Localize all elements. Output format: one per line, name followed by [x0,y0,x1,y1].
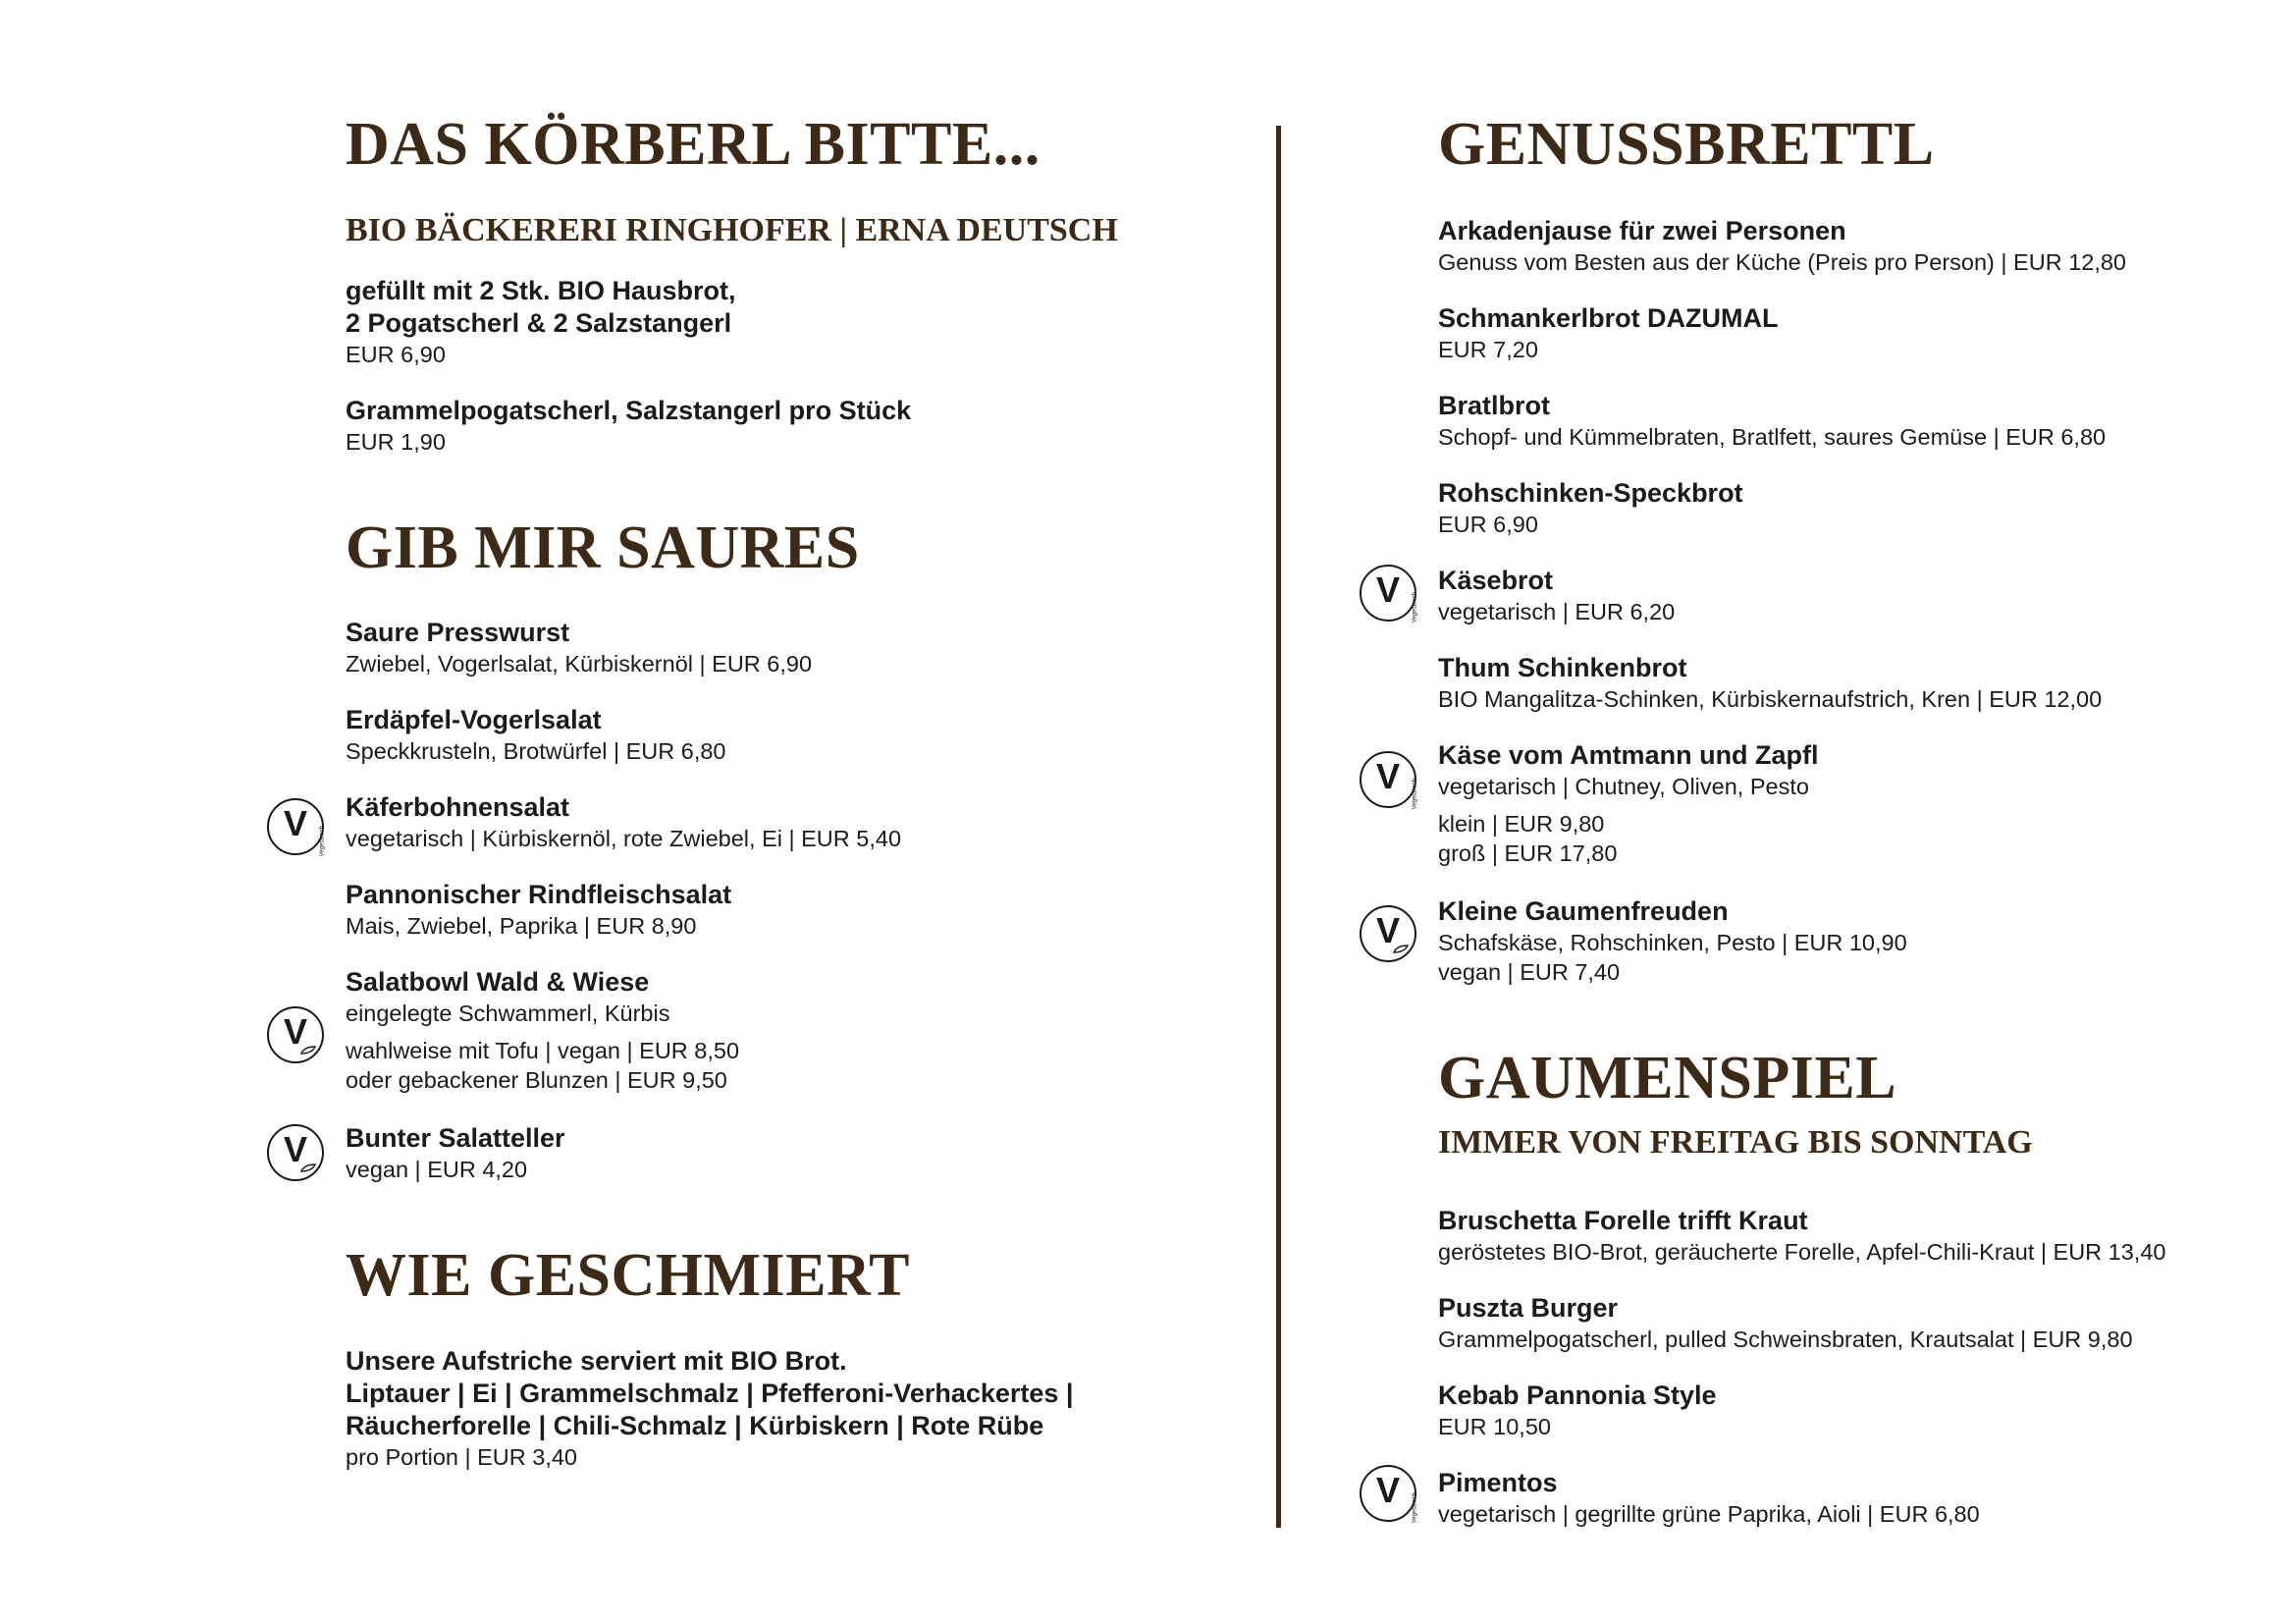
section-title: GENUSSBRETTL [1438,111,1935,178]
vegetarian-icon: V Vegetarisch [1360,1465,1416,1522]
item-description: eingelegte Schwammerl, Kürbis [346,1001,670,1026]
column-divider [1276,126,1281,1528]
item-name: gefüllt mit 2 Stk. BIO Hausbrot, [346,276,736,305]
item-name: Thum Schinkenbrot [1438,653,1687,682]
item-name: Kleine Gaumenfreuden [1438,896,1729,926]
menu-item [1438,477,1743,539]
leaf-icon [300,1046,316,1055]
menu-item [346,1345,1074,1472]
item-description: vegetarisch | Kürbiskernöl, rote Zwiebel, Ei | EUR 5,40 [346,826,902,851]
item-name: Käferbohnensalat [346,792,570,822]
section-title: GAUMENSPIEL [1438,1045,1897,1111]
item-description: vegetarisch | gegrillte grüne Paprika, Aioli | EUR 6,80 [1438,1501,1980,1527]
item-description: Genuss vom Besten aus der Küche (Preis pro Person) | EUR 12,80 [1438,249,2126,275]
item-description: Grammelpogatscherl, pulled Schweinsbraten, Krautsalat | EUR 9,80 [1438,1326,2133,1352]
menu-item [1438,652,2102,714]
menu-item [1438,215,2126,277]
item-name: Rohschinken-Speckbrot [1438,478,1743,508]
item-description: Mais, Zwiebel, Paprika | EUR 8,90 [346,913,697,939]
menu-item [346,704,726,766]
vegan-icon: V [267,1124,324,1181]
item-option: wahlweise mit Tofu | vegan | EUR 8,50 [346,1038,740,1063]
item-price: EUR 1,90 [346,429,446,455]
item-name: Unsere Aufstriche serviert mit BIO Brot. [346,1346,847,1376]
item-name: Pannonischer Rindfleischsalat [346,880,732,909]
section-subtitle: BIO BÄCKERERI RINGHOFER | ERNA DEUTSCH [346,212,1118,248]
item-option: vegan | EUR 7,40 [1438,959,1621,985]
vegetarian-icon: V Vegetarisch [267,798,324,855]
item-name: Salatbowl Wald & Wiese [346,967,650,997]
item-name: Erdäpfel-Vogerlsalat [346,705,602,734]
item-name: Bruschetta Forelle trifft Kraut [1438,1206,1808,1235]
section-title: DAS KÖRBERL BITTE... [346,111,1041,178]
item-description: geröstetes BIO-Brot, geräucherte Forelle, Apfel-Chili-Kraut | EUR 13,40 [1438,1239,2166,1265]
item-description: Schopf- und Kümmelbraten, Bratlfett, saures Gemüse | EUR 6,80 [1438,424,2107,450]
item-name: Arkadenjause für zwei Personen [1438,216,1846,245]
section-title: WIE GESCHMIERT [346,1242,910,1309]
item-description: Zwiebel, Vogerlsalat, Kürbiskernöl | EUR 6,90 [346,651,813,677]
item-option: oder gebackener Blunzen | EUR 9,50 [346,1067,727,1093]
vegetarian-icon: V Vegetarisch [1360,565,1416,622]
menu-item [1438,739,1819,868]
item-name: Bunter Salatteller [346,1123,565,1153]
menu-item [1438,565,1675,626]
menu-item [1438,1205,2165,1267]
menu-item [346,879,731,941]
item-description: vegetarisch | Chutney, Oliven, Pesto [1438,774,1809,799]
item-name: Schmankerlbrot DAZUMAL [1438,303,1779,333]
item-option: groß | EUR 17,80 [1438,840,1618,866]
item-price: pro Portion | EUR 3,40 [346,1444,577,1470]
item-name: Käsebrot [1438,566,1554,595]
item-price: EUR 7,20 [1438,337,1538,362]
menu-item [346,395,911,457]
menu-item [1438,1467,1980,1529]
vegetarian-icon: V Vegetarisch [1360,751,1416,808]
menu-item [346,617,812,678]
leaf-icon [300,1164,316,1172]
section-title: GIB MIR SAURES [346,514,860,581]
section-subtitle: IMMER VON FREITAG BIS SONNTAG [1438,1124,2033,1161]
item-name: Käse vom Amtmann und Zapfl [1438,740,1819,770]
menu-item [346,275,736,369]
item-name: Kebab Pannonia Style [1438,1380,1717,1410]
item-description: vegan | EUR 4,20 [346,1157,528,1182]
item-name: Liptauer | Ei | Grammelschmalz | Pfefferoni-Verhackertes | [346,1379,1074,1408]
menu-item [346,966,739,1095]
menu-item [1438,895,1907,987]
item-name: Saure Presswurst [346,618,570,647]
vegan-icon: V [1360,905,1416,962]
vegan-icon: V [267,1006,324,1063]
menu-item [346,791,901,853]
item-name: Grammelpogatscherl, Salzstangerl pro Stück [346,396,912,425]
menu-item [1438,1380,1717,1441]
menu-item [1438,1292,2133,1354]
item-description: Schafskäse, Rohschinken, Pesto | EUR 10,90 [1438,930,1907,955]
item-price: EUR 6,90 [1438,512,1538,537]
item-price: EUR 6,90 [346,342,446,367]
item-name: Bratlbrot [1438,391,1550,420]
item-name: Puszta Burger [1438,1293,1619,1323]
item-name: Pimentos [1438,1468,1558,1497]
item-name: 2 Pogatscherl & 2 Salzstangerl [346,308,732,338]
menu-item [1438,390,2106,452]
menu-item [346,1122,565,1184]
item-price: EUR 10,50 [1438,1414,1551,1439]
item-name: Räucherforelle | Chili-Schmalz | Kürbiskern | Rote Rübe [346,1411,1044,1440]
item-description: Speckkrusteln, Brotwürfel | EUR 6,80 [346,738,726,764]
item-description: vegetarisch | EUR 6,20 [1438,599,1676,624]
menu-item [1438,302,1779,364]
leaf-icon [1393,945,1409,953]
item-description: BIO Mangalitza-Schinken, Kürbiskernaufstrich, Kren | EUR 12,00 [1438,686,2103,712]
item-option: klein | EUR 9,80 [1438,811,1605,837]
